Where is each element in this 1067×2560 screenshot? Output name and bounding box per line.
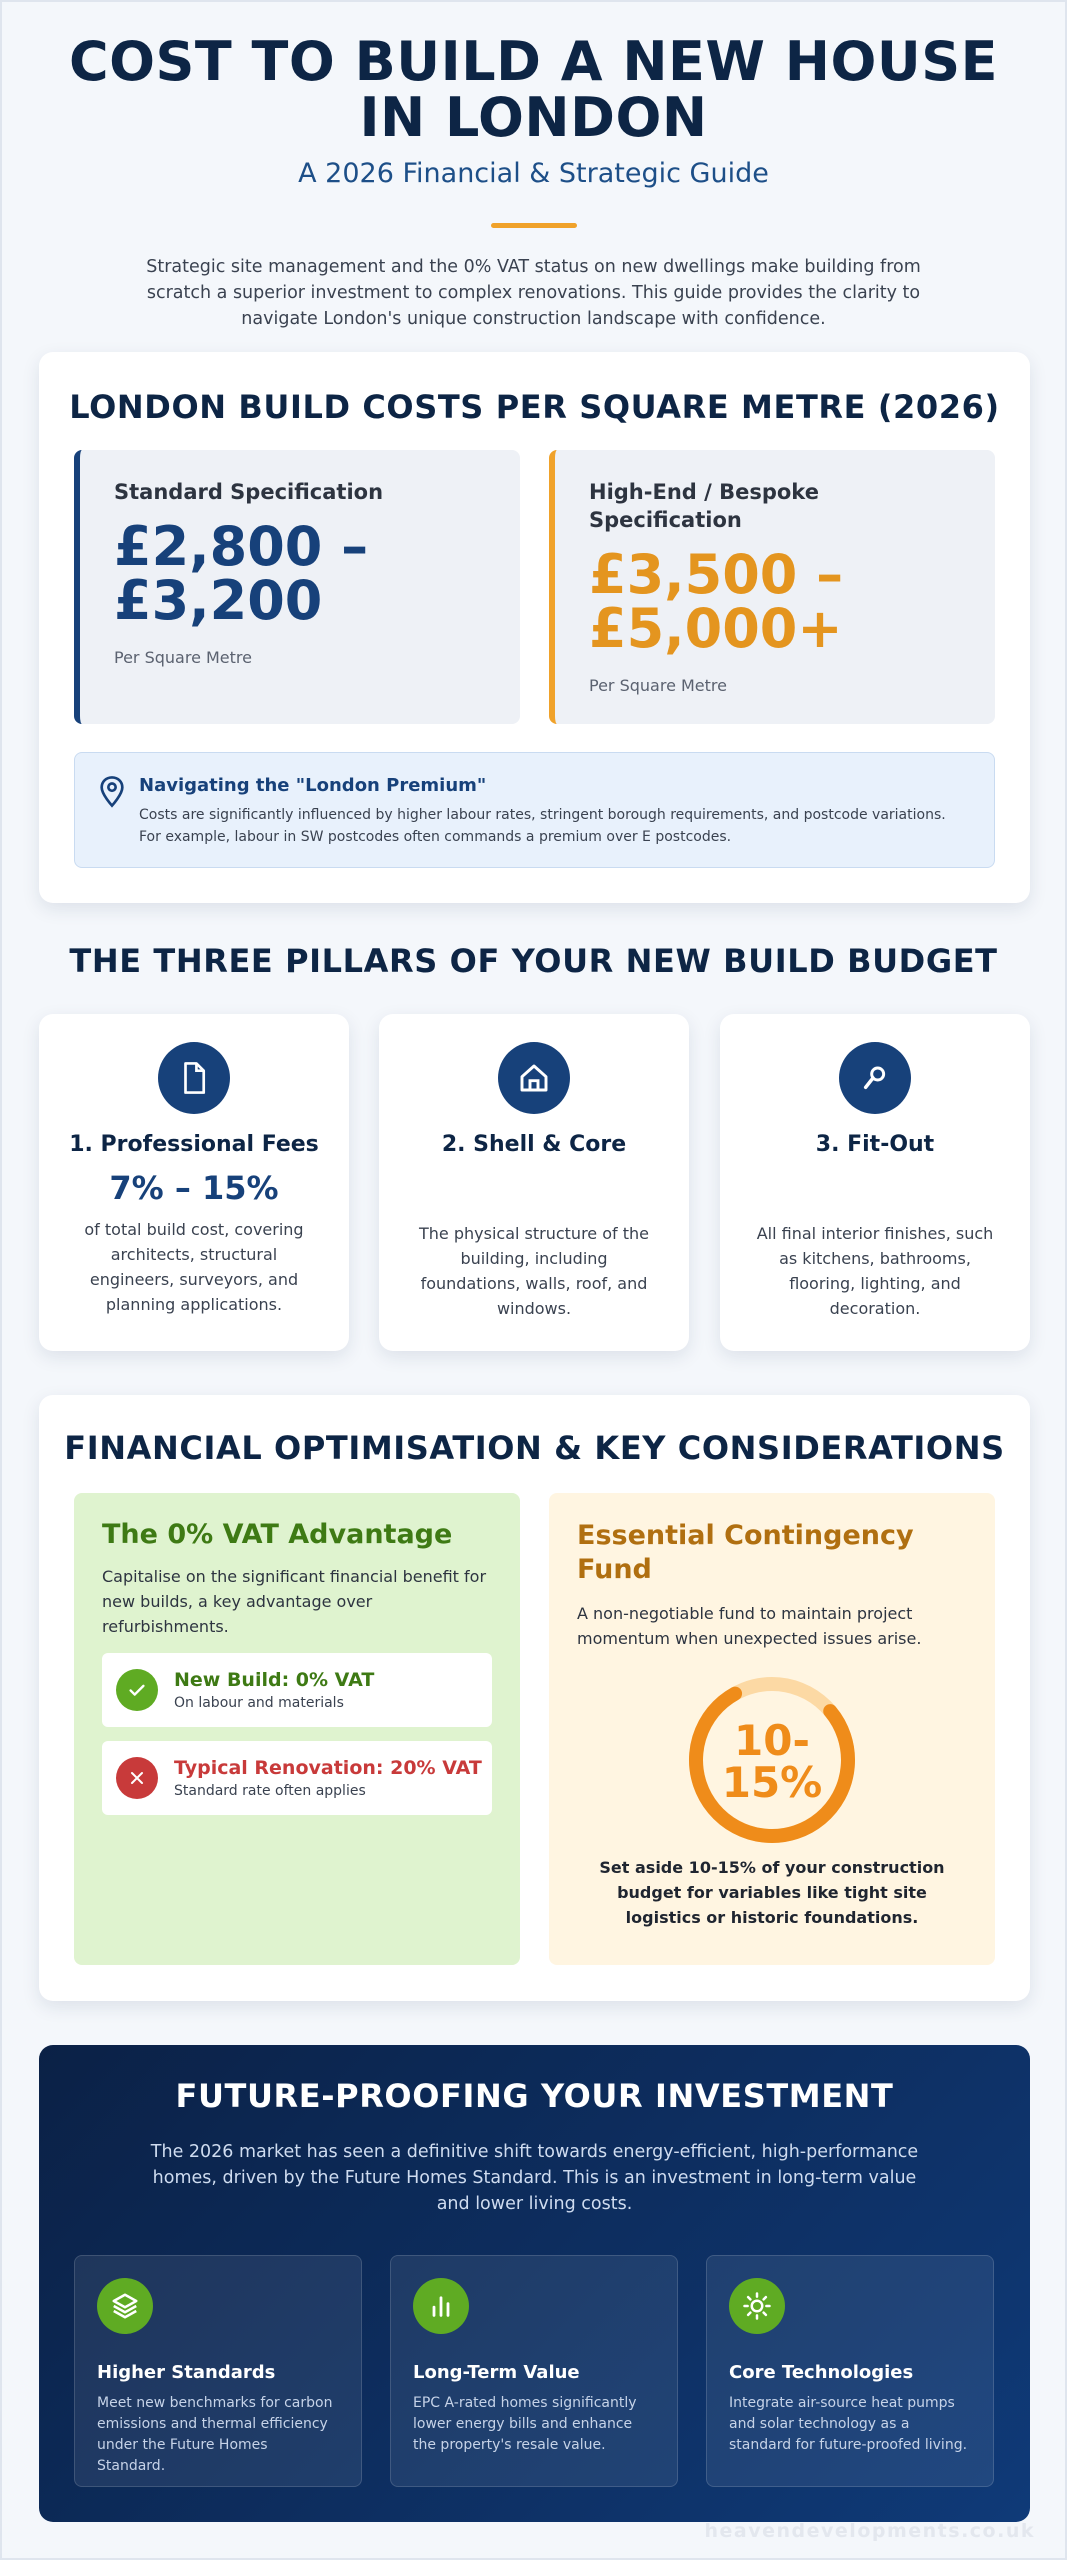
pillar-description: of total build cost, covering architects, structural engineers, surveyors, and planning applications. [84,1220,304,1314]
high-end-spec-price: £3,500 – £5,000+ [589,543,844,660]
vat-description: Capitalise on the significant financial benefit for new builds, a key advantage over refurbishments. [102,1567,487,1636]
future-item-core-technologies [706,2255,994,2487]
house-icon [498,1042,570,1114]
vat-row-new-build [102,1653,492,1727]
high-end-spec-panel [549,450,995,724]
standard-spec-price: £2,800 – £3,200 [114,515,369,632]
ring-label-line2: 15% [721,1758,823,1807]
future-item-text: EPC A-rated homes significantly lower energy bills and enhance the property's resale value. [413,2395,637,2453]
future-proofing-section [39,2045,1030,2522]
future-description: The 2026 market has seen a definitive shift towards energy-efficient, high-performance homes, driven by the Future Homes Standard. This is an investment in long-term value and lower living costs. [150,2142,919,2214]
brush-icon [839,1042,911,1114]
future-item-title: Long-Term Value [413,2362,580,2383]
header [2,2,1065,332]
future-item-higher-standards [74,2255,362,2487]
pillar-title: 2. Shell & Core [441,1132,627,1157]
pillar-card-shell-core [379,1014,689,1351]
pillar-card-fit-out [720,1014,1030,1351]
sun-icon [729,2278,785,2334]
vat-row-renovation [102,1741,492,1815]
standard-spec-label: Standard Specification [114,480,384,504]
future-title: FUTURE-PROOFING YOUR INVESTMENT [175,2077,894,2115]
pillar-description: All final interior finishes, such as kitchens, bathrooms, flooring, lighting, and decoration. [756,1224,994,1318]
layers-icon [97,2278,153,2334]
future-item-title: Core Technologies [729,2362,914,2383]
build-costs-card [39,352,1030,903]
financial-card [39,1395,1030,2001]
ring-label-line1: 10- [734,1716,810,1765]
standard-spec-panel [74,450,520,724]
contingency-footer: Set aside 10-15% of your construction budget for variables like tight site logistics or historic foundations. [599,1858,945,1927]
page [2,2,1065,2558]
vat-row-title: Typical Renovation: 20% VAT [174,1757,482,1779]
pillars-title: THE THREE PILLARS OF YOUR NEW BUILD BUDGET [69,942,998,980]
contingency-description: A non-negotiable fund to maintain project momentum when unexpected issues arise. [577,1604,922,1648]
vat-title: The 0% VAT Advantage [102,1519,453,1550]
pillar-value: 7% – 15% [109,1169,279,1207]
future-item-text: Meet new benchmarks for carbon emissions and thermal efficiency under the Future Homes Standard. [97,2395,333,2474]
location-pin-icon [97,775,127,809]
future-item-text: Integrate air-source heat pumps and solar technology as a standard for future-proofed living. [729,2395,968,2453]
london-premium-title: Navigating the "London Premium" [139,775,487,796]
vat-row-subtitle: Standard rate often applies [174,1783,366,1799]
london-premium-text: Costs are significantly influenced by higher labour rates, stringent borough requirements, and postcode variations. For example, labour in SW postcodes often commands a premium over E postcodes. [139,807,946,845]
intro-text: Strategic site management and the 0% VAT status on new dwellings make building from scratch a superior investment to complex renovations. This guide provides the clarity to navigate London's unique construction landscape with confidence. [146,257,921,329]
financial-title: FINANCIAL OPTIMISATION & KEY CONSIDERATIONS [64,1429,1005,1467]
pillar-description: The physical structure of the building, including foundations, walls, roof, and windows. [419,1224,649,1318]
check-icon [116,1669,158,1711]
contingency-ring [687,1675,857,1845]
footer-watermark: heavendevelopments.co.uk [704,2520,1035,2542]
build-costs-title: LONDON BUILD COSTS PER SQUARE METRE (2026) [69,388,1000,426]
accent-divider [491,223,577,228]
high-end-spec-label: High-End / Bespoke Specification [589,480,819,532]
cross-icon [116,1757,158,1799]
vat-advantage-panel [74,1493,520,1965]
vat-row-title: New Build: 0% VAT [174,1669,375,1691]
page-subtitle: A 2026 Financial & Strategic Guide [298,158,769,189]
pillar-card-professional-fees [39,1014,349,1351]
standard-spec-unit: Per Square Metre [114,648,252,667]
contingency-title: Essential Contingency Fund [577,1520,914,1585]
future-item-title: Higher Standards [97,2362,276,2383]
london-premium-note [74,752,995,868]
page-title: COST TO BUILD A NEW HOUSE IN LONDON [69,30,998,149]
high-end-spec-unit: Per Square Metre [589,676,727,695]
document-icon [158,1042,230,1114]
contingency-panel [549,1493,995,1965]
vat-row-subtitle: On labour and materials [174,1695,344,1711]
future-item-long-term-value [390,2255,678,2487]
pillar-title: 3. Fit-Out [815,1132,935,1157]
pillar-title: 1. Professional Fees [69,1132,319,1157]
bar-chart-icon [413,2278,469,2334]
